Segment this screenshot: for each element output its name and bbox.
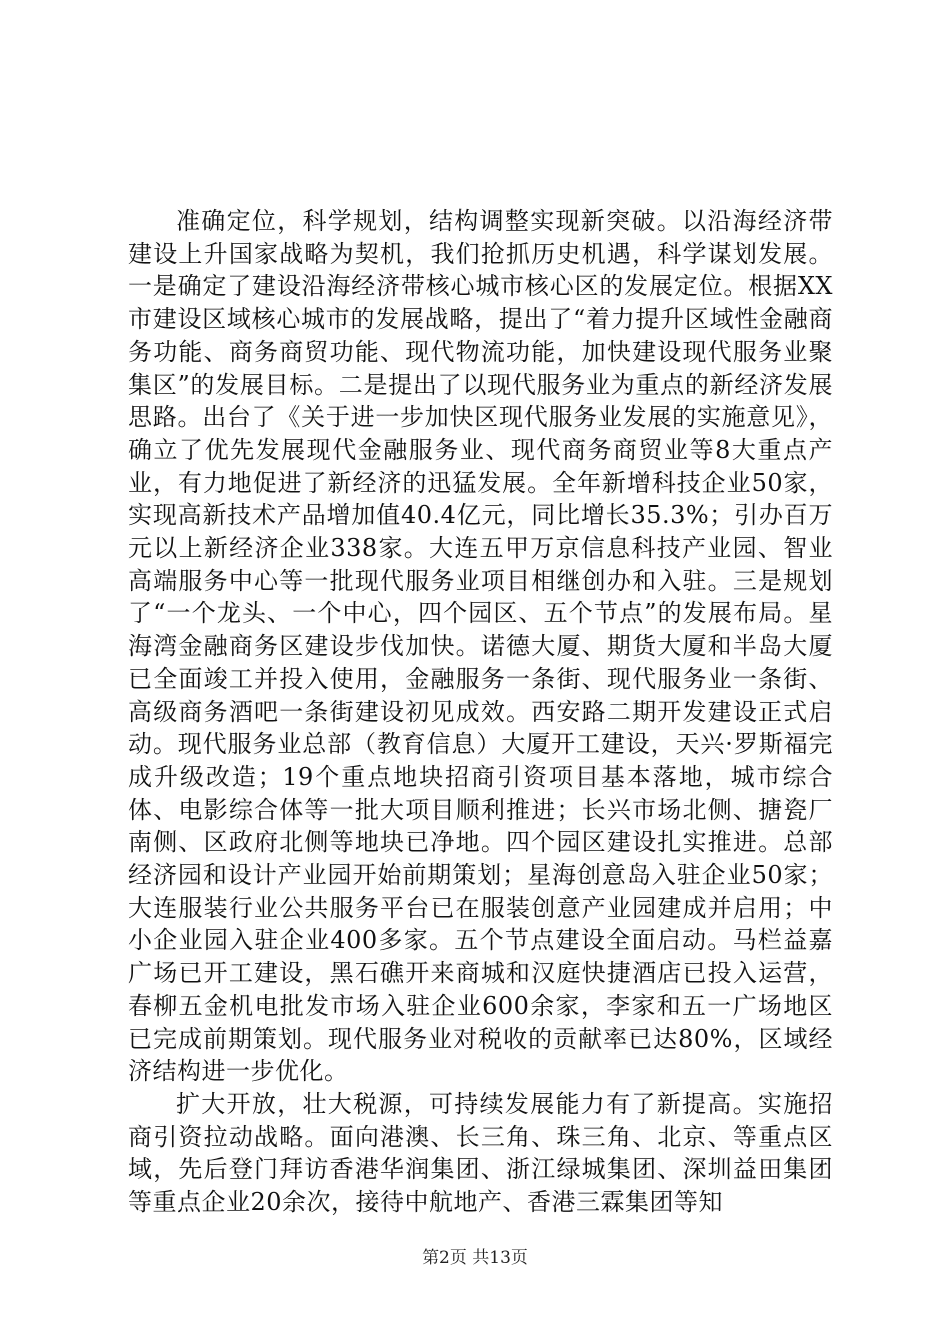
document-body	[128, 205, 833, 1219]
paragraph-1: 准确定位，科学规划，结构调整实现新突破。以沿海经济带建设上升国家战略为契机，我们抢抓历史机遇，科学谋划发展。一是确定了建设沿海经济带核心城市核心区的发展定位。根据XX市建设区域核心城市的发展战略，提出了“着力提升区域性金融商务功能、商务商贸功能、现代物流功能，加快建设现代服务业聚集区”的发展目标。二是提出了以现代服务业为重点的新经济发展思路。出台了《关于进一步加快区现代服务业发展的实施意见》，确立了优先发展现代金融服务业、现代商务商贸业等8大重点产业，有力地促进了新经济的迅猛发展。全年新增科技企业50家，实现高新技术产品增加值40.4亿元，同比增长35.3%；引办百万元以上新经济企业338家。大连五甲万京信息科技产业园、智业高端服务中心等一批现代服务业项目相继创办和入驻。三是规划了“一个龙头、一个中心，四个园区、五个节点”的发展布局。星海湾金融商务区建设步伐加快。诺德大厦、期货大厦和半岛大厦已全面竣工并投入使用，金融服务一条街、现代服务业一条街、高级商务酒吧一条街建设初见成效。西安路二期开发建设正式启动。现代服务业总部（教育信息）大厦开工建设，天兴·罗斯福完成升级改造；19个重点地块招商引资项目基本落地，城市综合体、电影综合体等一批大项目顺利推进；长兴市场北侧、搪瓷厂南侧、区政府北侧等地块已净地。四个园区建设扎实推进。总部经济园和设计产业园开始前期策划；星海创意岛入驻企业50家；大连服装行业公共服务平台已在服装创意产业园建成并启用；中小企业园入驻企业400多家。五个节点建设全面启动。马栏益嘉广场已开工建设，黑石礁开来商城和汉庭快捷酒店已投入运营，春柳五金机电批发市场入驻企业600余家，李家和五一广场地区已完成前期策划。现代服务业对税收的贡献率已达80%，区域经济结构进一步优化。	[128, 207, 833, 1086]
paragraph-2: 扩大开放，壮大税源，可持续发展能力有了新提高。实施招商引资拉动战略。面向港澳、长三角、珠三角、北京、等重点区域，先后登门拜访香港华润集团、浙江绿城集团、深圳益田集团等重点企业20余次，接待中航地产、香港三霖集团等知	[128, 1089, 833, 1217]
page-footer: 第2页 共13页	[422, 1248, 528, 1268]
